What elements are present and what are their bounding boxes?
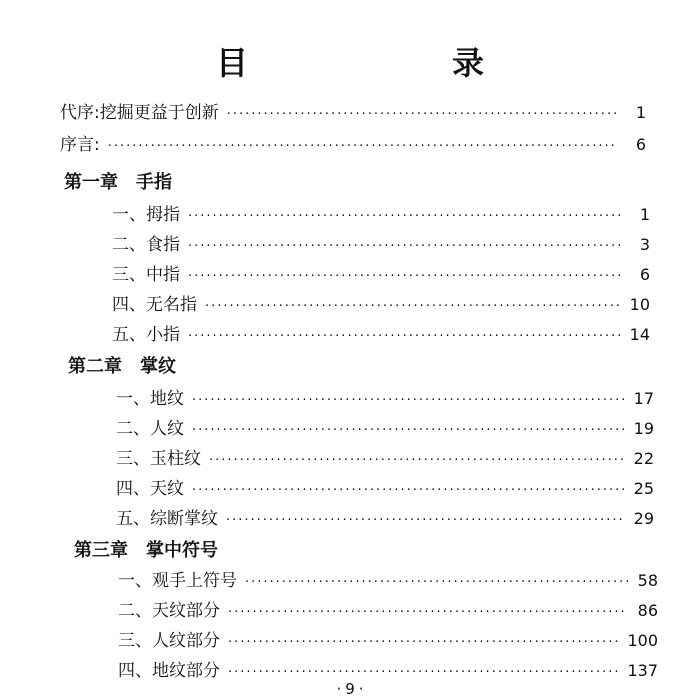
chapter-number: 第三章: [74, 540, 128, 561]
chapter-heading: [64, 168, 172, 194]
entry-page: 3: [639, 235, 650, 254]
leader-dots: [192, 483, 624, 498]
entry-label: 三、中指: [112, 265, 180, 285]
entry-page: 22: [633, 449, 654, 468]
toc-entry: [116, 474, 654, 499]
leader-dots: [188, 239, 620, 254]
entry-label: 一、拇指: [112, 205, 180, 225]
leader-dots: [192, 393, 624, 408]
entry-label: 四、地纹部分: [118, 661, 220, 681]
entry-label: 五、综断掌纹: [116, 509, 218, 529]
toc-entry: [116, 444, 654, 469]
entry-page: 25: [633, 479, 654, 498]
entry-page: 1: [635, 103, 646, 122]
entry-label: 代序:挖掘更益于创新: [60, 103, 219, 123]
entry-page: 58: [637, 571, 658, 590]
leader-dots: [188, 269, 620, 284]
toc-entry: [118, 626, 658, 651]
entry-page: 17: [633, 389, 654, 408]
entry-page: 86: [637, 601, 658, 620]
leader-dots: [108, 139, 616, 154]
entry-page: 14: [629, 325, 650, 344]
entry-label: 四、无名指: [112, 295, 197, 315]
toc-entry: [112, 290, 650, 315]
toc-entry: [60, 98, 646, 123]
leader-dots: [205, 299, 620, 314]
leader-dots: [228, 665, 619, 680]
toc-entry: [116, 414, 654, 439]
leader-dots: [209, 453, 624, 468]
entry-page: 29: [633, 509, 654, 528]
entry-page: 19: [633, 419, 654, 438]
entry-label: 三、玉柱纹: [116, 449, 201, 469]
entry-label: 三、人纹部分: [118, 631, 220, 651]
entry-label: 四、天纹: [116, 479, 184, 499]
chapter-number: 第二章: [68, 356, 122, 377]
toc-entry: [118, 596, 658, 621]
leader-dots: [188, 329, 620, 344]
toc-entry: [60, 130, 646, 155]
chapter-heading: [68, 352, 176, 378]
toc-entry: [112, 230, 650, 255]
toc-entry: [118, 656, 658, 681]
toc-entry: [112, 320, 650, 345]
chapter-name: 掌纹: [140, 356, 176, 377]
entry-page: 1: [639, 205, 650, 224]
entry-page: 100: [627, 631, 658, 650]
entry-page: 6: [639, 265, 650, 284]
leader-dots: [192, 423, 624, 438]
toc-entry: [116, 384, 654, 409]
leader-dots: [228, 605, 628, 620]
entry-label: 序言:: [60, 135, 100, 155]
entry-label: 五、小指: [112, 325, 180, 345]
chapter-heading: [74, 536, 218, 562]
chapter-name: 手指: [136, 172, 172, 193]
toc-entry: [112, 200, 650, 225]
entry-page: 6: [635, 135, 646, 154]
entry-label: 二、食指: [112, 235, 180, 255]
entry-label: 二、人纹: [116, 419, 184, 439]
page-title: 目 录: [215, 44, 570, 82]
toc-entry: [118, 566, 658, 591]
entry-page: 137: [627, 661, 658, 680]
leader-dots: [226, 513, 624, 528]
entry-page: 10: [629, 295, 650, 314]
leader-dots: [228, 635, 619, 650]
entry-label: 一、观手上符号: [118, 571, 237, 591]
entry-label: 一、地纹: [116, 389, 184, 409]
leader-dots: [188, 209, 620, 224]
page-number: · 9 ·: [0, 680, 700, 698]
toc-entry: [116, 504, 654, 529]
chapter-name: 掌中符号: [146, 540, 218, 561]
toc-entry: [112, 260, 650, 285]
leader-dots: [245, 575, 628, 590]
leader-dots: [227, 107, 616, 122]
entry-label: 二、天纹部分: [118, 601, 220, 621]
chapter-number: 第一章: [64, 172, 118, 193]
